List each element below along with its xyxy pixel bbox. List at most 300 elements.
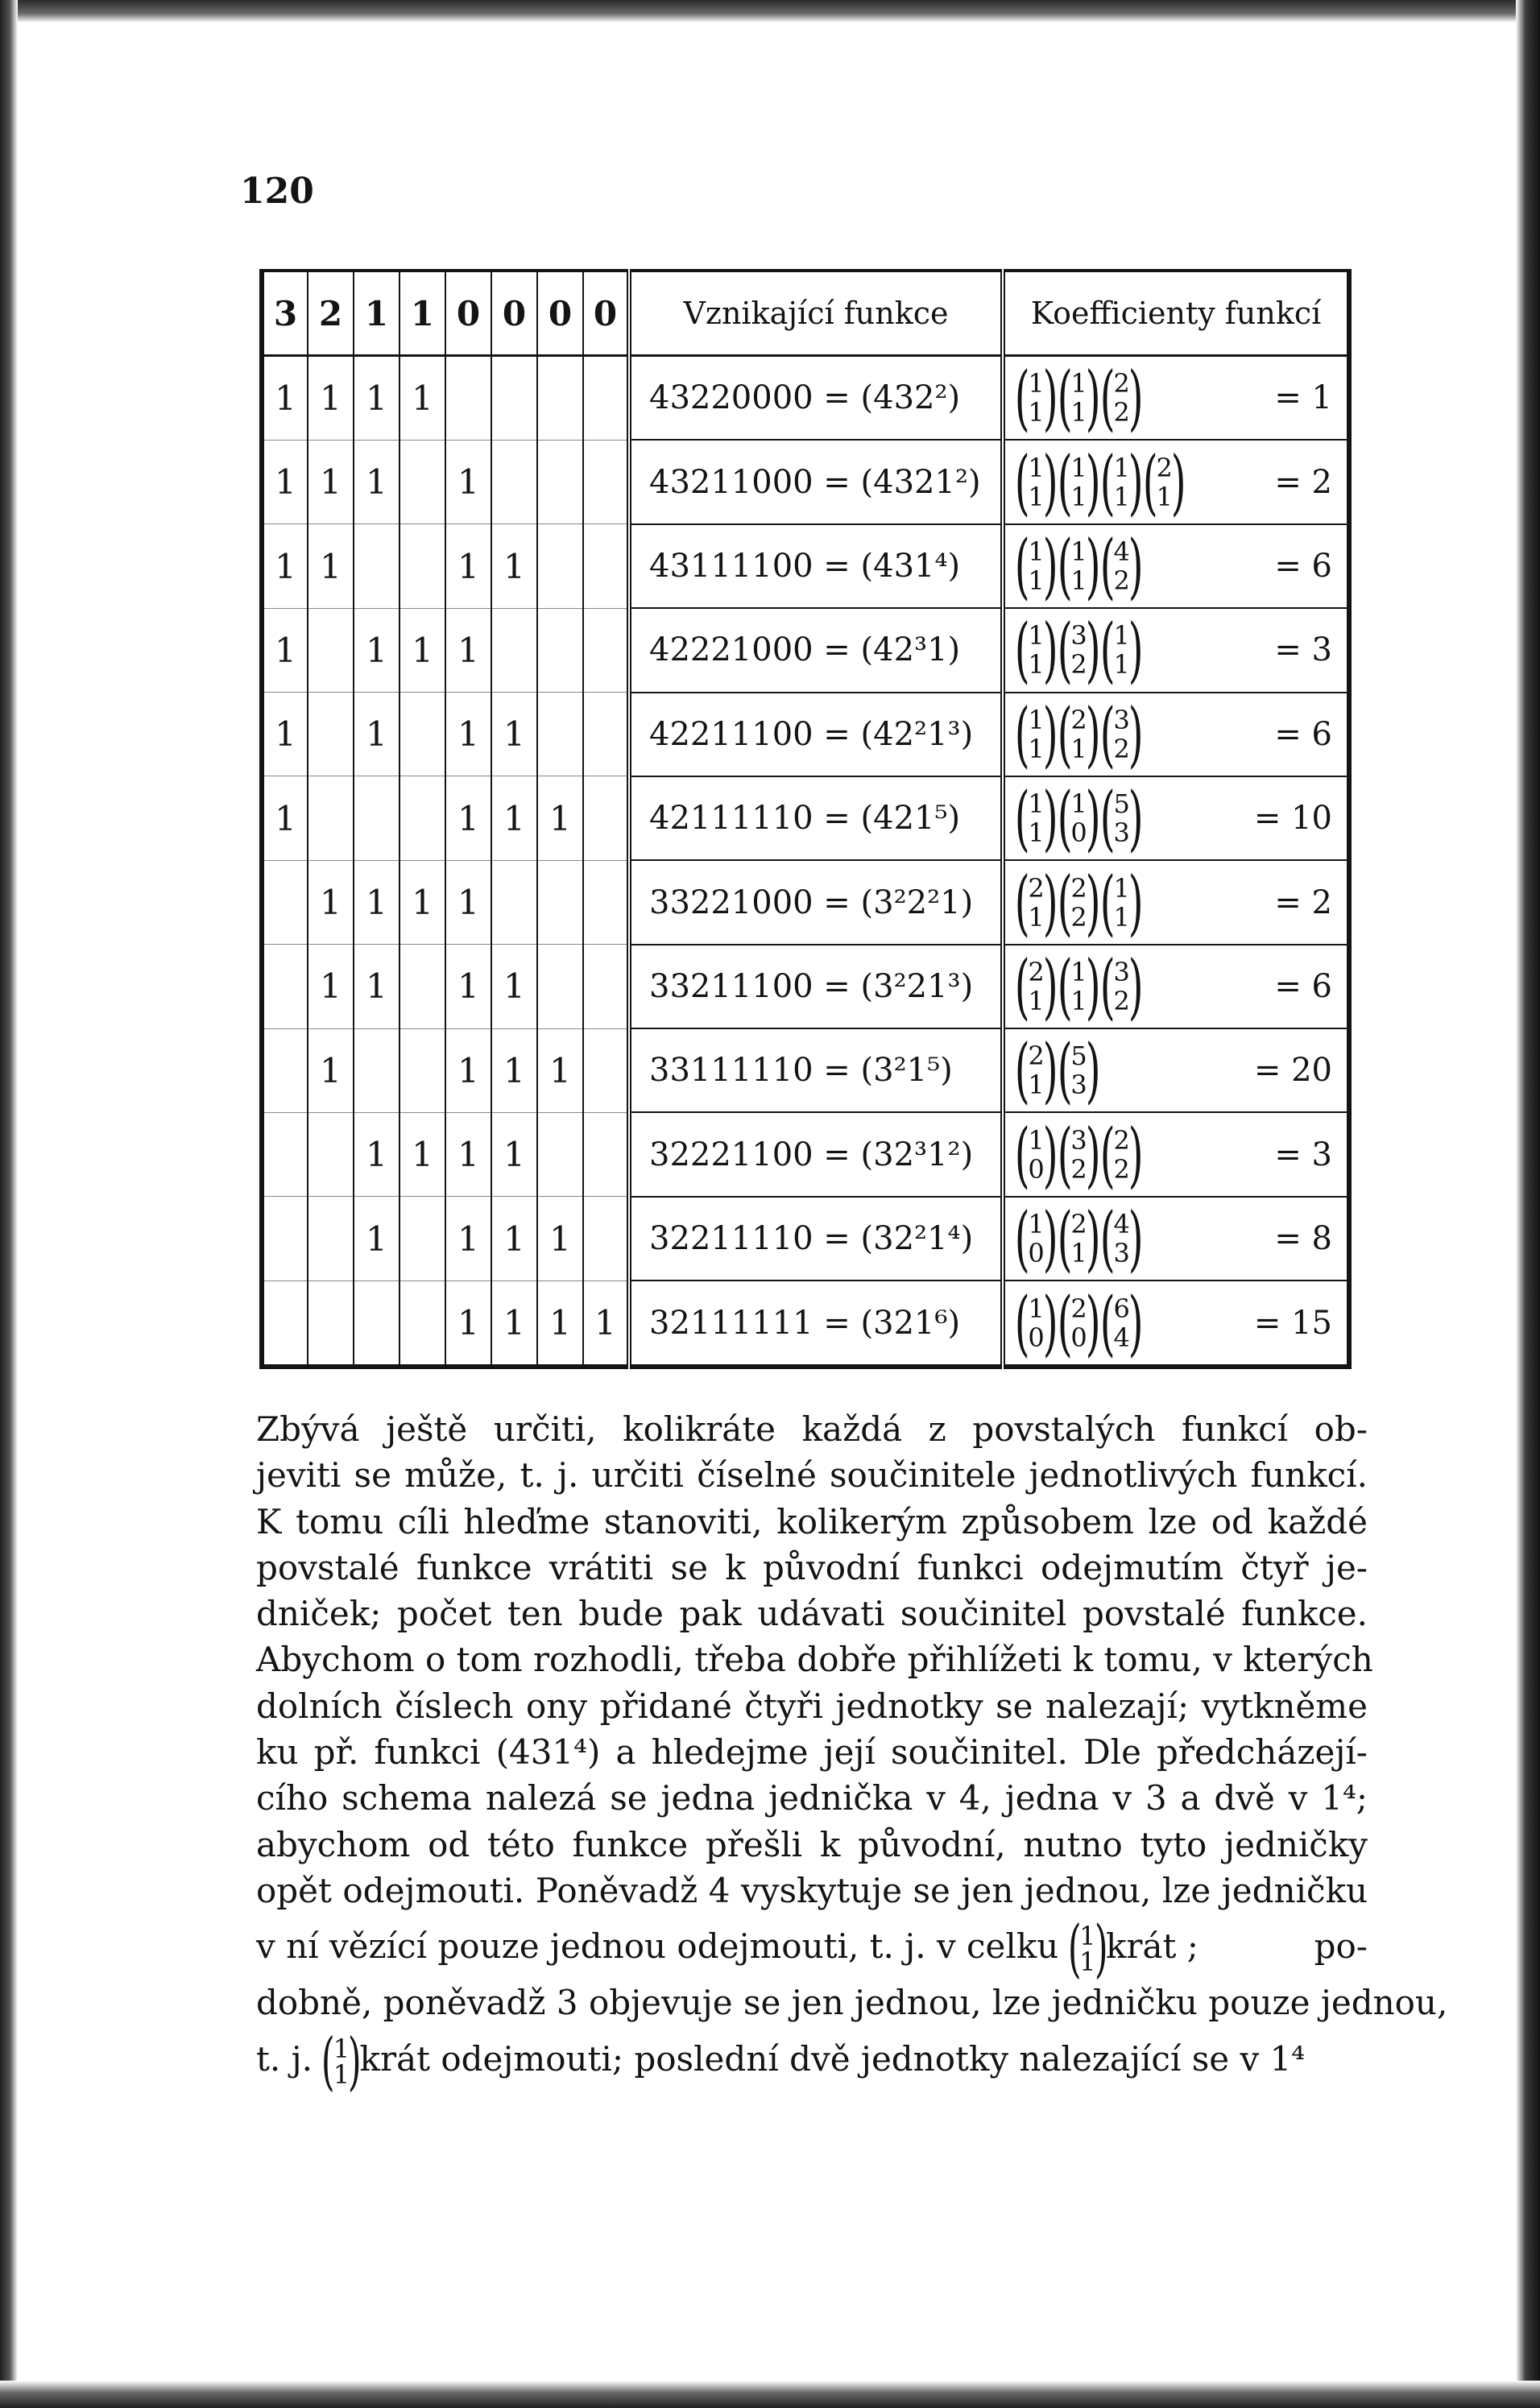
binom-top: 3 bbox=[1070, 1124, 1087, 1156]
binomial bbox=[1099, 356, 1144, 440]
binom-bottom: 3 bbox=[1113, 1238, 1130, 1269]
coefficient-cell bbox=[1003, 945, 1349, 1028]
mark-cell: 1 bbox=[354, 608, 399, 692]
paren-close: ) bbox=[1128, 1281, 1144, 1364]
mark-cell bbox=[583, 524, 629, 608]
paren-close: ) bbox=[1128, 608, 1144, 692]
header-coefficient: Koefficienty funkcí bbox=[1003, 271, 1349, 356]
binomial bbox=[1099, 524, 1144, 608]
mark-cell bbox=[354, 1028, 399, 1112]
paren-close: ) bbox=[1128, 356, 1144, 440]
binomial-product bbox=[1014, 608, 1145, 692]
header-digit: 1 bbox=[354, 271, 399, 356]
binomial-product bbox=[1014, 692, 1145, 776]
function-cell: 33111110 = (3²1⁵) bbox=[629, 1028, 1003, 1112]
mark-cell bbox=[583, 945, 629, 1028]
binom-bottom: 1 bbox=[1028, 985, 1045, 1016]
binom-top: 4 bbox=[1113, 536, 1130, 568]
paren-open: ( bbox=[1014, 860, 1030, 944]
paren-close: ) bbox=[1042, 1112, 1058, 1196]
mark-cell: 1 bbox=[262, 440, 308, 523]
mark-cell: 1 bbox=[308, 440, 354, 523]
paren-open: ( bbox=[1014, 944, 1030, 1028]
mark-cell bbox=[583, 1197, 629, 1281]
binomial bbox=[1014, 860, 1058, 944]
coefficient-cell bbox=[1003, 1281, 1349, 1367]
coefficient-number: 15 bbox=[1291, 1304, 1332, 1342]
binom-bottom: 1 bbox=[1113, 901, 1130, 933]
mark-cell bbox=[399, 1197, 445, 1281]
text-line: Zbývá ještě určiti, kolikráte každá z povstalých funkcí ob- bbox=[256, 1409, 1368, 1449]
text-line-14-start: t. j. bbox=[256, 2038, 313, 2079]
mark-cell bbox=[583, 693, 629, 776]
binom-bottom: 1 bbox=[1028, 733, 1045, 764]
coefficient-expression bbox=[1014, 1028, 1347, 1112]
binomial bbox=[1057, 1028, 1101, 1112]
binom-bottom: 0 bbox=[1028, 1238, 1045, 1269]
binomial bbox=[1014, 440, 1058, 523]
coefficient-value bbox=[1274, 631, 1332, 668]
binomial bbox=[1014, 1197, 1058, 1281]
paren-open: ( bbox=[1014, 1112, 1030, 1196]
paren-open: ( bbox=[1014, 608, 1030, 692]
binom-bottom: 1 bbox=[1070, 985, 1087, 1016]
binomial-stack bbox=[1028, 537, 1044, 595]
binom-bottom: 1 bbox=[1028, 565, 1045, 597]
mark-cell bbox=[308, 1281, 354, 1367]
mark-cell: 1 bbox=[399, 608, 445, 692]
equals-sign: = bbox=[1274, 967, 1312, 1005]
binomial-stack bbox=[1028, 1294, 1044, 1352]
text-line: dolních číslech ony přidané čtyři jednotky se nalezají; vytkněme bbox=[256, 1686, 1368, 1726]
table-row bbox=[262, 608, 1349, 692]
mark-cell bbox=[491, 608, 537, 692]
paren-open: ( bbox=[1057, 1112, 1073, 1196]
mark-cell: 1 bbox=[445, 440, 491, 523]
mark-cell bbox=[491, 440, 537, 523]
header-digit: 0 bbox=[537, 271, 583, 356]
paren-open: ( bbox=[1099, 608, 1116, 692]
text-line-12-end: po- bbox=[1314, 1926, 1368, 1967]
paren-close: ) bbox=[1042, 1028, 1058, 1112]
mark-cell bbox=[537, 1112, 583, 1196]
mark-cell bbox=[308, 776, 354, 860]
coefficient-value bbox=[1274, 1136, 1332, 1173]
binomial-product bbox=[1014, 1112, 1145, 1196]
binomial-product bbox=[1014, 1281, 1145, 1364]
header-digit: 0 bbox=[583, 271, 629, 356]
binom-bottom: 1 bbox=[1070, 565, 1087, 597]
text-line-14-end: krát odejmouti; poslední dvě jednotky nalezající se v 1⁴ bbox=[359, 2038, 1306, 2079]
paren-open: ( bbox=[1099, 440, 1116, 523]
header-digit: 1 bbox=[399, 271, 445, 356]
mark-cell bbox=[262, 1028, 308, 1112]
binomial bbox=[1014, 608, 1058, 692]
binom-bottom: 1 bbox=[1028, 1070, 1045, 1101]
binomial-stack bbox=[1070, 369, 1087, 427]
binom-top: 2 bbox=[1028, 1041, 1045, 1072]
coefficient-value bbox=[1274, 379, 1332, 416]
binom-bottom: 2 bbox=[1113, 1153, 1130, 1185]
coefficient-cell bbox=[1003, 1197, 1349, 1281]
text-line: povstalé funkce vrátiti se k původní funkci odejmutím čtyř je- bbox=[256, 1547, 1368, 1587]
paren-open: ( bbox=[1099, 1197, 1116, 1281]
coefficient-expression bbox=[1014, 1112, 1347, 1196]
paren-close: ) bbox=[1085, 440, 1101, 523]
table-row bbox=[262, 1281, 1349, 1367]
equals-sign: = bbox=[1274, 1136, 1312, 1173]
text-line: jeviti se může, t. j. určiti číselné součinitele jednotlivých funkcí. bbox=[256, 1455, 1368, 1496]
mark-cell bbox=[537, 608, 583, 692]
binom-bottom: 1 bbox=[1070, 397, 1087, 428]
mark-cell: 1 bbox=[399, 356, 445, 441]
paren-close: ) bbox=[1128, 860, 1144, 944]
paren-close: ) bbox=[1085, 524, 1101, 608]
paren-open: ( bbox=[1099, 356, 1116, 440]
binomial bbox=[1057, 1112, 1101, 1196]
mark-cell bbox=[262, 860, 308, 944]
mark-cell bbox=[583, 776, 629, 860]
mark-cell: 1 bbox=[491, 1281, 537, 1367]
mark-cell: 1 bbox=[445, 608, 491, 692]
header-digit: 3 bbox=[262, 271, 308, 356]
mark-cell: 1 bbox=[262, 524, 308, 608]
mark-cell: 1 bbox=[445, 945, 491, 1028]
coefficient-value bbox=[1274, 1220, 1332, 1257]
binom-bottom: 1 bbox=[1028, 649, 1045, 681]
mark-cell bbox=[583, 440, 629, 523]
binomial-stack bbox=[1070, 705, 1087, 763]
coefficient-cell bbox=[1003, 1112, 1349, 1196]
paren-close: ) bbox=[1085, 1197, 1101, 1281]
coefficient-value bbox=[1274, 884, 1332, 921]
coefficient-expression bbox=[1014, 944, 1347, 1028]
mark-cell bbox=[537, 945, 583, 1028]
mark-cell bbox=[537, 860, 583, 944]
mark-cell: 1 bbox=[445, 1028, 491, 1112]
paren-open: ( bbox=[1057, 440, 1073, 523]
coefficient-cell bbox=[1003, 356, 1349, 441]
mark-cell: 1 bbox=[308, 356, 354, 441]
mark-cell: 1 bbox=[399, 1112, 445, 1196]
coefficient-number: 6 bbox=[1311, 715, 1332, 753]
scan-border-right bbox=[1516, 0, 1540, 2408]
binomial-stack bbox=[1070, 537, 1087, 595]
table-row bbox=[262, 1197, 1349, 1281]
binom-top: 3 bbox=[1070, 620, 1087, 652]
binom-top: 1 bbox=[1028, 368, 1045, 399]
coefficient-value bbox=[1254, 1305, 1332, 1342]
binom-top: 1 bbox=[333, 2033, 350, 2064]
page-number: 120 bbox=[240, 171, 314, 212]
mark-cell: 1 bbox=[308, 1028, 354, 1112]
binomial-stack bbox=[1028, 874, 1044, 932]
coefficient-value bbox=[1274, 716, 1332, 753]
mark-cell bbox=[399, 1281, 445, 1367]
text-line: ku př. funkci (431⁴) a hledejme její součinitel. Dle předcházejí- bbox=[256, 1732, 1368, 1773]
paren-close: ) bbox=[1128, 440, 1144, 523]
mark-cell bbox=[399, 524, 445, 608]
binom-top: 1 bbox=[1113, 452, 1130, 483]
binomial-product bbox=[1014, 1197, 1145, 1281]
binom-bottom: 1 bbox=[1070, 481, 1087, 512]
header-digit: 0 bbox=[491, 271, 537, 356]
paren-open: ( bbox=[1014, 1281, 1030, 1364]
schema-table bbox=[259, 269, 1352, 1369]
paren-close: ) bbox=[1042, 524, 1058, 608]
binom-top: 1 bbox=[1028, 620, 1045, 652]
binomial bbox=[1099, 692, 1144, 776]
coefficient-number: 2 bbox=[1311, 883, 1332, 921]
coefficient-expression bbox=[1014, 440, 1347, 523]
mark-cell bbox=[354, 524, 399, 608]
paren-open: ( bbox=[1099, 944, 1116, 1028]
binom-bottom: 0 bbox=[1028, 1322, 1045, 1353]
text-line: K tomu cíli hleďme stanoviti, kolikerým způsobem lze od každé bbox=[256, 1501, 1368, 1541]
paren-close: ) bbox=[1128, 776, 1144, 860]
mark-cell bbox=[399, 693, 445, 776]
mark-cell: 1 bbox=[491, 1112, 537, 1196]
function-cell: 43211000 = (4321²) bbox=[629, 440, 1003, 523]
mark-cell bbox=[583, 860, 629, 944]
coefficient-value bbox=[1274, 464, 1332, 501]
equals-sign: = bbox=[1274, 883, 1312, 921]
binomial-product bbox=[1014, 776, 1145, 860]
binomial-stack bbox=[1028, 958, 1044, 1016]
coefficient-expression bbox=[1014, 524, 1347, 608]
paren-close: ) bbox=[1042, 1281, 1058, 1364]
mark-cell: 1 bbox=[354, 1197, 399, 1281]
mark-cell: 1 bbox=[445, 1112, 491, 1196]
binomial bbox=[1014, 1028, 1058, 1112]
mark-cell: 1 bbox=[445, 860, 491, 944]
paren-close: ) bbox=[1085, 608, 1101, 692]
binom-top: 1 bbox=[1028, 536, 1045, 568]
binom-top: 1 bbox=[1028, 452, 1045, 483]
text-line-12-start: v ní vězící pouze jednou odejmouti, t. j. v celku bbox=[256, 1926, 1059, 1967]
binomial-stack bbox=[1028, 453, 1044, 511]
equals-sign: = bbox=[1253, 1304, 1292, 1342]
mark-cell bbox=[491, 356, 537, 441]
mark-cell: 1 bbox=[537, 776, 583, 860]
table-row bbox=[262, 356, 1349, 441]
coefficient-expression bbox=[1014, 860, 1347, 944]
paren-close: ) bbox=[1128, 944, 1144, 1028]
coefficient-expression bbox=[1014, 692, 1347, 776]
binomial-stack bbox=[1070, 789, 1087, 847]
binom-top: 5 bbox=[1070, 1041, 1087, 1072]
coefficient-number: 6 bbox=[1311, 548, 1332, 585]
paren-open: ( bbox=[1099, 776, 1116, 860]
function-cell: 33211100 = (3²21³) bbox=[629, 945, 1003, 1028]
binomial bbox=[1014, 524, 1058, 608]
table-row bbox=[262, 524, 1349, 608]
text-line: Abychom o tom rozhodli, třeba dobře přihlížeti k tomu, v kterých bbox=[256, 1640, 1373, 1680]
equals-sign: = bbox=[1253, 1052, 1292, 1090]
paren-open: ( bbox=[1142, 440, 1158, 523]
mark-cell: 1 bbox=[537, 1028, 583, 1112]
binomial-stack bbox=[1070, 621, 1087, 679]
binom-bottom: 2 bbox=[1070, 649, 1087, 681]
paren-close: ) bbox=[1042, 944, 1058, 1028]
mark-cell: 1 bbox=[445, 693, 491, 776]
binomial bbox=[1099, 776, 1144, 860]
function-cell: 32211110 = (32²1⁴) bbox=[629, 1197, 1003, 1281]
binomial-product bbox=[1014, 356, 1145, 440]
binomial-product bbox=[1014, 944, 1145, 1028]
mark-cell bbox=[537, 693, 583, 776]
mark-cell bbox=[583, 1112, 629, 1196]
paren-open: ( bbox=[1099, 524, 1116, 608]
table-row bbox=[262, 1112, 1349, 1196]
paren-open: ( bbox=[1014, 776, 1030, 860]
binomial-stack bbox=[1028, 789, 1044, 847]
binomial-stack bbox=[1070, 453, 1087, 511]
mark-cell: 1 bbox=[262, 608, 308, 692]
function-cell: 43220000 = (432²) bbox=[629, 356, 1003, 441]
paren-open: ( bbox=[1099, 692, 1116, 776]
binomial bbox=[1099, 608, 1144, 692]
mark-cell: 1 bbox=[354, 440, 399, 523]
mark-cell: 1 bbox=[308, 945, 354, 1028]
binom-bottom: 3 bbox=[1113, 817, 1130, 849]
binom-top: 4 bbox=[1113, 1209, 1130, 1240]
binom-top: 2 bbox=[1070, 872, 1087, 904]
coefficient-number: 3 bbox=[1311, 631, 1332, 669]
binomial bbox=[1014, 1281, 1058, 1364]
mark-cell: 1 bbox=[354, 1112, 399, 1196]
binomial bbox=[1057, 860, 1101, 944]
binom-top: 1 bbox=[1113, 872, 1130, 904]
table-row bbox=[262, 776, 1349, 860]
mark-cell bbox=[262, 945, 308, 1028]
binom-bottom: 2 bbox=[1070, 1153, 1087, 1185]
mark-cell bbox=[399, 1028, 445, 1112]
binom-top: 1 bbox=[1028, 1293, 1045, 1324]
binom-top: 1 bbox=[1070, 788, 1087, 820]
binom-top: 2 bbox=[1070, 1209, 1087, 1240]
paren-close: ) bbox=[1085, 776, 1101, 860]
paren-close: ) bbox=[1042, 776, 1058, 860]
binom-top: 1 bbox=[1028, 788, 1045, 820]
mark-cell bbox=[399, 945, 445, 1028]
binom-bottom: 2 bbox=[1113, 733, 1130, 764]
paren-close: ) bbox=[1042, 356, 1058, 440]
paren-close: ) bbox=[1128, 1197, 1144, 1281]
mark-cell: 1 bbox=[491, 776, 537, 860]
paren-open: ( bbox=[1099, 860, 1116, 944]
binomial-stack bbox=[1070, 958, 1087, 1016]
binom-top: 1 bbox=[1028, 1124, 1045, 1156]
mark-cell bbox=[262, 1197, 308, 1281]
mark-cell: 1 bbox=[308, 524, 354, 608]
binom-top: 1 bbox=[1070, 956, 1087, 987]
binom-bottom: 2 bbox=[1113, 985, 1130, 1016]
coefficient-number: 3 bbox=[1311, 1136, 1332, 1173]
paren-open: ( bbox=[1057, 776, 1073, 860]
equals-sign: = bbox=[1274, 1220, 1312, 1258]
mark-cell bbox=[308, 608, 354, 692]
binomial-stack bbox=[1070, 1126, 1087, 1184]
mark-cell: 1 bbox=[583, 1281, 629, 1367]
coefficient-number: 2 bbox=[1311, 463, 1332, 501]
mark-cell bbox=[445, 356, 491, 441]
coefficient-number: 6 bbox=[1311, 967, 1332, 1005]
binom-bottom: 4 bbox=[1113, 1322, 1130, 1353]
paren-close: ) bbox=[1085, 692, 1101, 776]
binom-bottom: 1 bbox=[333, 2058, 350, 2090]
header-digit: 2 bbox=[308, 271, 354, 356]
inline-binomial-2: ( 1 1 ) bbox=[321, 2025, 362, 2098]
binomial-product bbox=[1014, 860, 1145, 944]
binom-bottom: 1 bbox=[1070, 1238, 1087, 1269]
binom-bottom: 1 bbox=[1156, 481, 1173, 512]
binom-top: 1 bbox=[1079, 1921, 1096, 1952]
text-line: dniček; počet ten bude pak udávati součinitel povstalé funkce. bbox=[256, 1594, 1368, 1634]
binom-top: 2 bbox=[1070, 704, 1087, 735]
binomial bbox=[1057, 524, 1101, 608]
binom-bottom: 2 bbox=[1070, 901, 1087, 933]
mark-cell bbox=[583, 1028, 629, 1112]
mark-cell: 1 bbox=[262, 693, 308, 776]
binom-top: 3 bbox=[1113, 956, 1130, 987]
binomial bbox=[1099, 944, 1144, 1028]
binomial bbox=[1057, 944, 1101, 1028]
paren-open: ( bbox=[1099, 1112, 1116, 1196]
scan-border-left bbox=[0, 0, 18, 2408]
mark-cell: 1 bbox=[537, 1281, 583, 1367]
mark-cell: 1 bbox=[537, 1197, 583, 1281]
mark-cell bbox=[262, 1281, 308, 1367]
coefficient-number: 1 bbox=[1311, 379, 1332, 417]
binomial bbox=[1057, 1281, 1101, 1364]
mark-cell bbox=[308, 1112, 354, 1196]
binom-bottom: 1 bbox=[1070, 733, 1087, 764]
paren-open: ( bbox=[1014, 440, 1030, 523]
paren-open: ( bbox=[1014, 1028, 1030, 1112]
mark-cell bbox=[537, 440, 583, 523]
binom-top: 2 bbox=[1028, 956, 1045, 987]
mark-cell bbox=[399, 440, 445, 523]
coefficient-expression bbox=[1014, 1197, 1347, 1281]
coefficient-value bbox=[1254, 1052, 1332, 1089]
binomial bbox=[1099, 1281, 1144, 1364]
paren-open: ( bbox=[1057, 1028, 1073, 1112]
coefficient-expression bbox=[1014, 1281, 1347, 1364]
paren-open: ( bbox=[1014, 692, 1030, 776]
coefficient-cell bbox=[1003, 1028, 1349, 1112]
mark-cell: 1 bbox=[354, 356, 399, 441]
binom-top: 1 bbox=[1070, 536, 1087, 568]
binom-bottom: 1 bbox=[1028, 397, 1045, 428]
function-cell: 42211100 = (42²1³) bbox=[629, 693, 1003, 776]
paren-open: ( bbox=[1014, 1197, 1030, 1281]
mark-cell bbox=[583, 608, 629, 692]
binomial bbox=[1014, 1112, 1058, 1196]
binom-bottom: 1 bbox=[1079, 1947, 1096, 1978]
binomial bbox=[1057, 356, 1101, 440]
binomial-stack bbox=[1028, 1126, 1044, 1184]
function-cell: 32221100 = (32³1²) bbox=[629, 1112, 1003, 1196]
table-row bbox=[262, 693, 1349, 776]
coefficient-cell bbox=[1003, 693, 1349, 776]
mark-cell: 1 bbox=[308, 860, 354, 944]
coefficient-expression bbox=[1014, 356, 1347, 440]
mark-cell: 1 bbox=[445, 524, 491, 608]
table-row bbox=[262, 440, 1349, 523]
binomial-product bbox=[1014, 440, 1187, 523]
binomial bbox=[1014, 356, 1058, 440]
